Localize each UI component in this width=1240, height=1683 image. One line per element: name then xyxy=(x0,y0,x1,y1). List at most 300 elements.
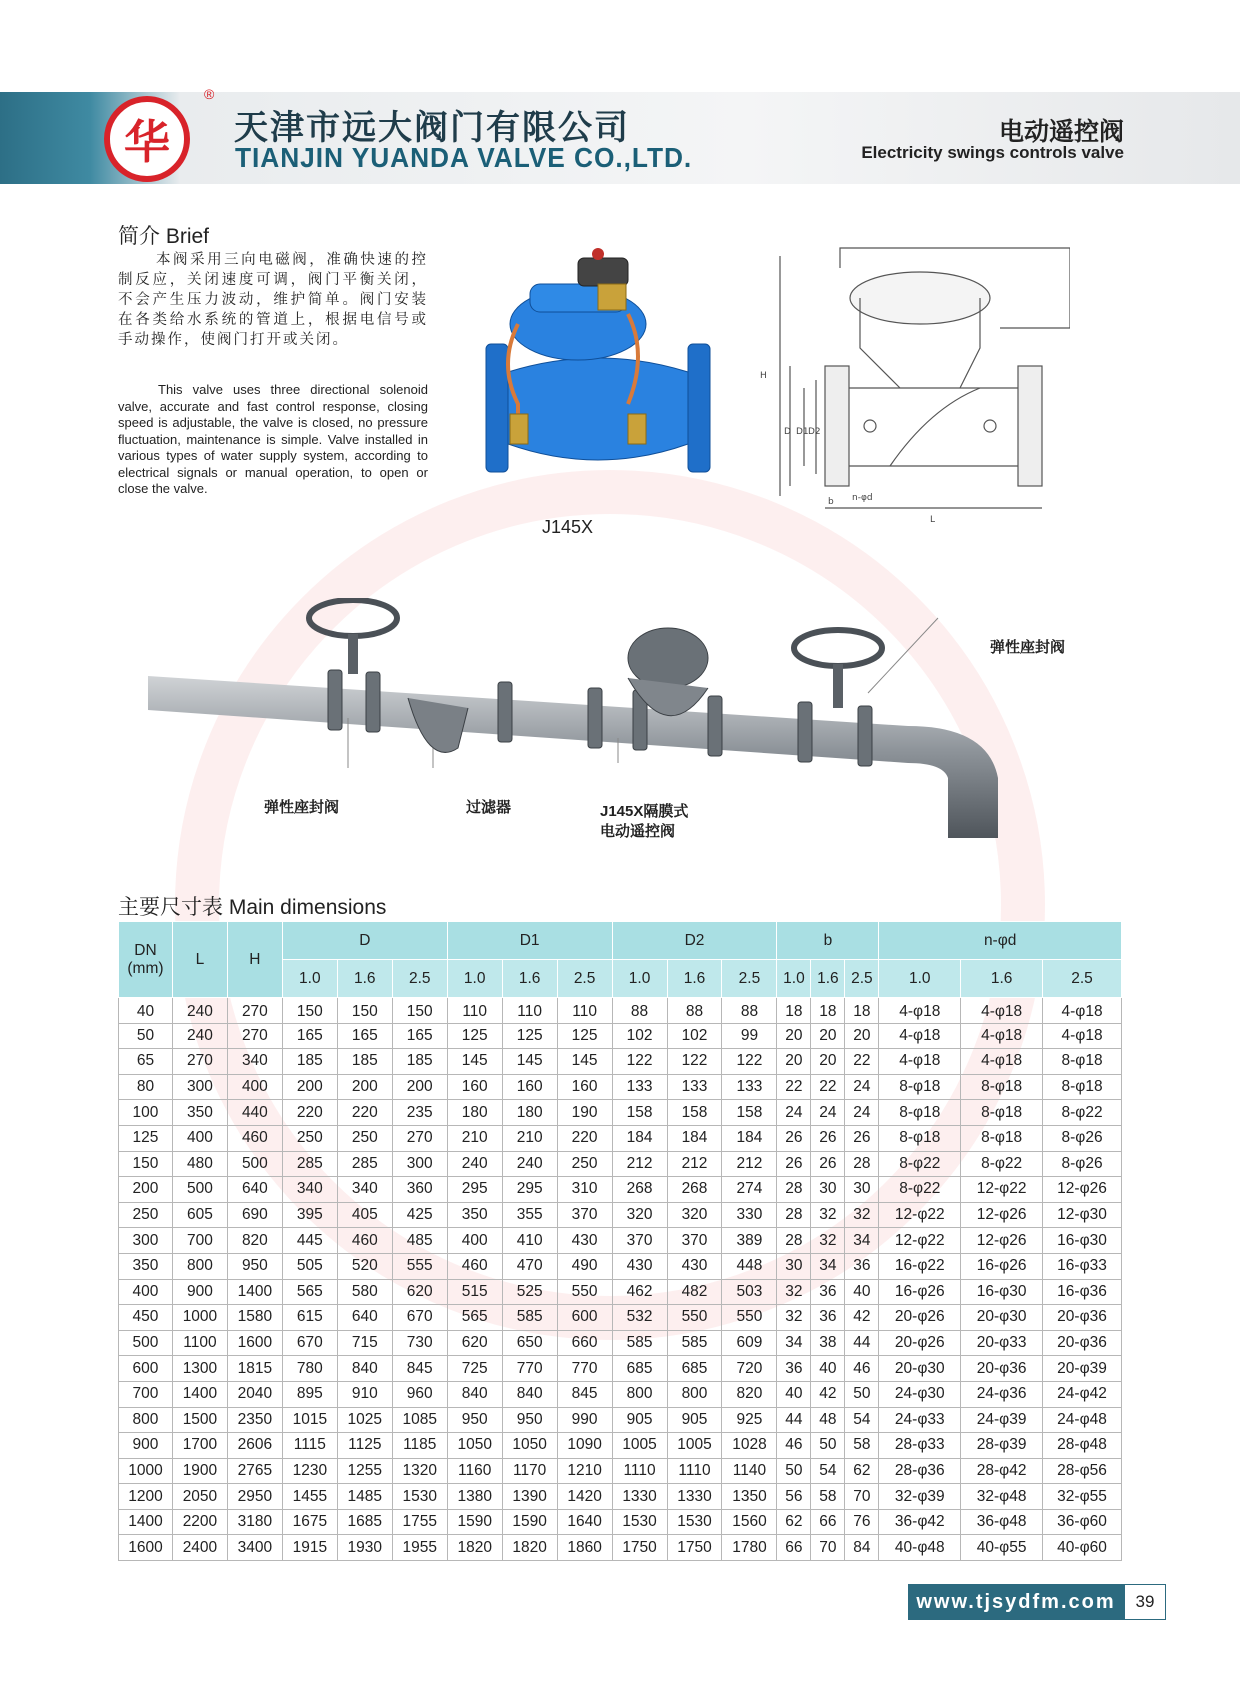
table-cell: 32 xyxy=(777,1279,811,1305)
table-cell: 340 xyxy=(282,1177,337,1203)
table-cell: 270 xyxy=(172,1049,227,1075)
table-cell: 8-φ18 xyxy=(961,1074,1043,1100)
table-cell: 102 xyxy=(667,1023,722,1049)
table-cell: 1230 xyxy=(282,1458,337,1484)
table-cell: 220 xyxy=(337,1100,392,1126)
table-cell: 320 xyxy=(667,1202,722,1228)
table-cell: 8-φ22 xyxy=(879,1177,961,1203)
table-cell: 1390 xyxy=(502,1484,557,1510)
table-cell: 34 xyxy=(777,1330,811,1356)
table-cell: 2606 xyxy=(227,1433,282,1459)
table-cell: 640 xyxy=(337,1305,392,1331)
table-cell: 845 xyxy=(392,1356,447,1382)
table-cell: 270 xyxy=(392,1125,447,1151)
table-cell: 212 xyxy=(667,1151,722,1177)
table-cell: 8-φ18 xyxy=(879,1100,961,1126)
table-cell: 405 xyxy=(337,1202,392,1228)
table-cell: 700 xyxy=(119,1381,173,1407)
table-cell: 430 xyxy=(557,1228,612,1254)
table-cell: 18 xyxy=(845,998,879,1024)
table-cell: 1820 xyxy=(502,1535,557,1561)
table-cell: 58 xyxy=(811,1484,845,1510)
table-cell: 389 xyxy=(722,1228,777,1254)
table-cell: 200 xyxy=(337,1074,392,1100)
table-cell: 500 xyxy=(172,1177,227,1203)
table-cell: 8-φ18 xyxy=(879,1125,961,1151)
table-cell: 180 xyxy=(447,1100,502,1126)
table-cell: 32 xyxy=(811,1202,845,1228)
table-cell: 1085 xyxy=(392,1407,447,1433)
table-cell: 685 xyxy=(667,1356,722,1382)
table-cell: 32-φ55 xyxy=(1043,1484,1122,1510)
table-cell: 2040 xyxy=(227,1381,282,1407)
table-cell: 250 xyxy=(557,1151,612,1177)
table-cell: 905 xyxy=(667,1407,722,1433)
table-cell: 355 xyxy=(502,1202,557,1228)
table-cell: 20-φ36 xyxy=(961,1356,1043,1382)
table-cell: 4-φ18 xyxy=(961,1049,1043,1075)
table-cell: 640 xyxy=(227,1177,282,1203)
table-cell: 503 xyxy=(722,1279,777,1305)
table-cell: 800 xyxy=(172,1253,227,1279)
table-cell: 28 xyxy=(777,1177,811,1203)
pressure-header: 1.0 xyxy=(282,960,337,998)
table-cell: 150 xyxy=(119,1151,173,1177)
table-cell: 160 xyxy=(557,1074,612,1100)
table-cell: 350 xyxy=(119,1253,173,1279)
table-cell: 165 xyxy=(282,1023,337,1049)
table-cell: 12-φ22 xyxy=(879,1202,961,1228)
table-cell: 585 xyxy=(612,1330,667,1356)
table-cell: 445 xyxy=(282,1228,337,1254)
table-cell: 20 xyxy=(845,1023,879,1049)
header-d2: D2 xyxy=(612,922,777,960)
table-cell: 24 xyxy=(811,1100,845,1126)
table-cell: 42 xyxy=(845,1305,879,1331)
table-cell: 28-φ39 xyxy=(961,1433,1043,1459)
table-cell: 62 xyxy=(845,1458,879,1484)
table-cell: 12-φ26 xyxy=(961,1202,1043,1228)
pressure-header: 1.0 xyxy=(777,960,811,998)
dim-d-label: D xyxy=(784,427,791,437)
table-cell: 40-φ60 xyxy=(1043,1535,1122,1561)
table-cell: 1050 xyxy=(502,1433,557,1459)
table-cell: 54 xyxy=(845,1407,879,1433)
table-cell: 340 xyxy=(227,1049,282,1075)
company-logo: 华 xyxy=(104,96,190,182)
table-cell: 8-φ18 xyxy=(961,1125,1043,1151)
table-cell: 185 xyxy=(282,1049,337,1075)
table-row xyxy=(119,1151,1122,1177)
table-cell: 26 xyxy=(777,1125,811,1151)
header-l: L xyxy=(172,922,227,998)
table-cell: 240 xyxy=(447,1151,502,1177)
table-cell: 133 xyxy=(667,1074,722,1100)
table-cell: 58 xyxy=(845,1433,879,1459)
table-cell: 22 xyxy=(811,1074,845,1100)
table-cell: 585 xyxy=(667,1330,722,1356)
brief-text-en: This valve uses three directional solenoid valve, accurate and fast control response, closing speed is adjustable, the valve is closed, no pressure fluctuation, maintenance is simple. Valve installed in various types of water supply system, according to electrical signals or manual operation, to open or close the valve. xyxy=(118,382,428,496)
table-cell: 1015 xyxy=(282,1407,337,1433)
table-cell: 1530 xyxy=(667,1509,722,1535)
pressure-header: 1.6 xyxy=(337,960,392,998)
table-cell: 145 xyxy=(557,1049,612,1075)
table-cell: 46 xyxy=(845,1356,879,1382)
table-cell: 725 xyxy=(447,1356,502,1382)
table-cell: 16-φ36 xyxy=(1043,1279,1122,1305)
table-cell: 505 xyxy=(282,1253,337,1279)
table-cell: 1400 xyxy=(172,1381,227,1407)
table-cell: 36 xyxy=(811,1305,845,1331)
registered-mark: ® xyxy=(204,86,215,102)
table-cell: 38 xyxy=(811,1330,845,1356)
table-row xyxy=(119,1228,1122,1254)
table-cell: 36 xyxy=(811,1279,845,1305)
table-cell: 2350 xyxy=(227,1407,282,1433)
table-cell: 360 xyxy=(392,1177,447,1203)
pressure-header: 1.0 xyxy=(879,960,961,998)
table-cell: 4-φ18 xyxy=(961,998,1043,1024)
table-cell: 16-φ26 xyxy=(961,1253,1043,1279)
table-row xyxy=(119,1407,1122,1433)
table-cell: 580 xyxy=(337,1279,392,1305)
table-cell: 80 xyxy=(119,1074,173,1100)
valve-cross-section-drawing xyxy=(740,238,1070,538)
table-cell: 12-φ30 xyxy=(1043,1202,1122,1228)
table-cell: 1685 xyxy=(337,1509,392,1535)
table-cell: 8-φ26 xyxy=(1043,1125,1122,1151)
table-cell: 550 xyxy=(557,1279,612,1305)
table-cell: 1400 xyxy=(119,1509,173,1535)
table-cell: 440 xyxy=(227,1100,282,1126)
dim-b-label: b xyxy=(828,497,834,507)
table-cell: 133 xyxy=(722,1074,777,1100)
table-cell: 4-φ18 xyxy=(879,1049,961,1075)
table-cell: 350 xyxy=(172,1100,227,1126)
table-cell: 12-φ26 xyxy=(961,1228,1043,1254)
table-cell: 145 xyxy=(502,1049,557,1075)
table-cell: 18 xyxy=(811,998,845,1024)
table-cell: 270 xyxy=(227,998,282,1024)
table-cell: 26 xyxy=(845,1125,879,1151)
table-cell: 1600 xyxy=(227,1330,282,1356)
table-cell: 700 xyxy=(172,1228,227,1254)
table-cell: 1485 xyxy=(337,1484,392,1510)
table-cell: 40-φ55 xyxy=(961,1535,1043,1561)
pressure-header: 2.5 xyxy=(722,960,777,998)
table-cell: 36-φ60 xyxy=(1043,1509,1122,1535)
table-cell: 102 xyxy=(612,1023,667,1049)
table-cell: 110 xyxy=(557,998,612,1024)
table-cell: 28-φ48 xyxy=(1043,1433,1122,1459)
table-cell: 20-φ30 xyxy=(879,1356,961,1382)
header-h: H xyxy=(227,922,282,998)
table-cell: 16-φ22 xyxy=(879,1253,961,1279)
table-row xyxy=(119,1177,1122,1203)
table-cell: 66 xyxy=(811,1509,845,1535)
table-cell: 54 xyxy=(811,1458,845,1484)
callout-gate-valve-left: 弹性座封阀 xyxy=(264,799,340,816)
table-cell: 26 xyxy=(777,1151,811,1177)
table-cell: 1000 xyxy=(119,1458,173,1484)
table-cell: 605 xyxy=(172,1202,227,1228)
table-cell: 235 xyxy=(392,1100,447,1126)
table-cell: 550 xyxy=(722,1305,777,1331)
table-cell: 485 xyxy=(392,1228,447,1254)
table-row xyxy=(119,1305,1122,1331)
table-cell: 300 xyxy=(119,1228,173,1254)
table-cell: 395 xyxy=(282,1202,337,1228)
company-name-cn: 天津市远大阀门有限公司 xyxy=(234,109,630,147)
table-cell: 950 xyxy=(227,1253,282,1279)
table-cell: 16-φ30 xyxy=(961,1279,1043,1305)
table-cell: 150 xyxy=(337,998,392,1024)
table-cell: 26 xyxy=(811,1125,845,1151)
table-cell: 88 xyxy=(722,998,777,1024)
table-cell: 250 xyxy=(282,1125,337,1151)
table-cell: 720 xyxy=(722,1356,777,1382)
table-cell: 1110 xyxy=(612,1458,667,1484)
table-cell: 36-φ42 xyxy=(879,1509,961,1535)
table-cell: 2400 xyxy=(172,1535,227,1561)
table-cell: 24 xyxy=(777,1100,811,1126)
table-cell: 1590 xyxy=(502,1509,557,1535)
table-cell: 4-φ18 xyxy=(961,1023,1043,1049)
table-cell: 425 xyxy=(392,1202,447,1228)
callout-gate-valve-right: 弹性座封阀 xyxy=(990,639,1066,656)
table-cell: 470 xyxy=(502,1253,557,1279)
table-cell: 30 xyxy=(777,1253,811,1279)
table-cell: 16-φ30 xyxy=(1043,1228,1122,1254)
table-cell: 1900 xyxy=(172,1458,227,1484)
table-cell: 240 xyxy=(502,1151,557,1177)
page-number: 39 xyxy=(1124,1584,1166,1620)
table-cell: 460 xyxy=(227,1125,282,1151)
table-cell: 845 xyxy=(557,1381,612,1407)
table-cell: 50 xyxy=(845,1381,879,1407)
table-row xyxy=(119,1049,1122,1075)
table-cell: 400 xyxy=(119,1279,173,1305)
table-cell: 1210 xyxy=(557,1458,612,1484)
table-cell: 1110 xyxy=(667,1458,722,1484)
table-cell: 184 xyxy=(667,1125,722,1151)
table-cell: 62 xyxy=(777,1509,811,1535)
table-cell: 800 xyxy=(667,1381,722,1407)
table-cell: 20-φ26 xyxy=(879,1305,961,1331)
table-cell: 12-φ26 xyxy=(1043,1177,1122,1203)
table-cell: 2950 xyxy=(227,1484,282,1510)
table-cell: 1170 xyxy=(502,1458,557,1484)
table-cell: 185 xyxy=(337,1049,392,1075)
table-row xyxy=(119,1535,1122,1561)
table-cell: 200 xyxy=(392,1074,447,1100)
table-row xyxy=(119,1074,1122,1100)
table-cell: 500 xyxy=(227,1151,282,1177)
table-cell: 36 xyxy=(845,1253,879,1279)
table-cell: 4-φ18 xyxy=(1043,1023,1122,1049)
table-cell: 48 xyxy=(811,1407,845,1433)
table-cell: 42 xyxy=(811,1381,845,1407)
footer-url[interactable]: www.tjsydfm.com xyxy=(908,1584,1124,1620)
table-cell: 310 xyxy=(557,1177,612,1203)
table-cell: 4-φ18 xyxy=(1043,998,1122,1024)
table-cell: 520 xyxy=(337,1253,392,1279)
table-cell: 32-φ48 xyxy=(961,1484,1043,1510)
table-row xyxy=(119,1433,1122,1459)
table-cell: 32 xyxy=(777,1305,811,1331)
table-cell: 4-φ18 xyxy=(879,998,961,1024)
table-cell: 20-φ33 xyxy=(961,1330,1043,1356)
table-cell: 690 xyxy=(227,1202,282,1228)
table-cell: 370 xyxy=(612,1228,667,1254)
table-cell: 730 xyxy=(392,1330,447,1356)
table-cell: 268 xyxy=(667,1177,722,1203)
table-cell: 320 xyxy=(612,1202,667,1228)
table-cell: 1455 xyxy=(282,1484,337,1510)
table-cell: 410 xyxy=(502,1228,557,1254)
table-cell: 515 xyxy=(447,1279,502,1305)
table-cell: 1675 xyxy=(282,1509,337,1535)
table-cell: 480 xyxy=(172,1151,227,1177)
table-cell: 110 xyxy=(447,998,502,1024)
table-cell: 462 xyxy=(612,1279,667,1305)
table-cell: 910 xyxy=(337,1381,392,1407)
table-cell: 20-φ39 xyxy=(1043,1356,1122,1382)
table-cell: 32-φ39 xyxy=(879,1484,961,1510)
table-cell: 460 xyxy=(337,1228,392,1254)
table-cell: 430 xyxy=(667,1253,722,1279)
table-cell: 1600 xyxy=(119,1535,173,1561)
pressure-header: 1.0 xyxy=(612,960,667,998)
table-cell: 555 xyxy=(392,1253,447,1279)
table-cell: 1590 xyxy=(447,1509,502,1535)
table-cell: 125 xyxy=(557,1023,612,1049)
table-cell: 268 xyxy=(612,1177,667,1203)
table-cell: 1815 xyxy=(227,1356,282,1382)
table-cell: 1530 xyxy=(392,1484,447,1510)
table-cell: 1380 xyxy=(447,1484,502,1510)
table-cell: 1400 xyxy=(227,1279,282,1305)
table-cell: 28-φ36 xyxy=(879,1458,961,1484)
table-cell: 430 xyxy=(612,1253,667,1279)
table-cell: 905 xyxy=(612,1407,667,1433)
table-cell: 145 xyxy=(447,1049,502,1075)
table-cell: 285 xyxy=(337,1151,392,1177)
table-cell: 1580 xyxy=(227,1305,282,1331)
table-cell: 1350 xyxy=(722,1484,777,1510)
table-cell: 8-φ22 xyxy=(879,1151,961,1177)
header-d1: D1 xyxy=(447,922,612,960)
table-cell: 44 xyxy=(845,1330,879,1356)
table-cell: 24-φ30 xyxy=(879,1381,961,1407)
dim-d2-label: D2 xyxy=(808,427,821,437)
table-cell: 32 xyxy=(811,1228,845,1254)
table-cell: 1640 xyxy=(557,1509,612,1535)
table-cell: 274 xyxy=(722,1177,777,1203)
table-cell: 22 xyxy=(777,1074,811,1100)
table-cell: 330 xyxy=(722,1202,777,1228)
pressure-header: 2.5 xyxy=(392,960,447,998)
table-cell: 565 xyxy=(282,1279,337,1305)
table-cell: 1140 xyxy=(722,1458,777,1484)
table-cell: 270 xyxy=(227,1023,282,1049)
table-cell: 50 xyxy=(777,1458,811,1484)
table-cell: 770 xyxy=(502,1356,557,1382)
table-cell: 1755 xyxy=(392,1509,447,1535)
table-cell: 1860 xyxy=(557,1535,612,1561)
table-cell: 1780 xyxy=(722,1535,777,1561)
header-dn: DN (mm) xyxy=(119,922,173,998)
table-cell: 620 xyxy=(392,1279,447,1305)
table-cell: 122 xyxy=(722,1049,777,1075)
table-cell: 220 xyxy=(557,1125,612,1151)
table-cell: 24 xyxy=(845,1100,879,1126)
table-cell: 820 xyxy=(227,1228,282,1254)
table-cell: 100 xyxy=(119,1100,173,1126)
table-cell: 1820 xyxy=(447,1535,502,1561)
table-cell: 1005 xyxy=(612,1433,667,1459)
table-cell: 20 xyxy=(777,1023,811,1049)
table-cell: 212 xyxy=(612,1151,667,1177)
table-cell: 30 xyxy=(811,1177,845,1203)
table-cell: 16-φ26 xyxy=(879,1279,961,1305)
table-cell: 40 xyxy=(845,1279,879,1305)
company-name-en: TIANJIN YUANDA VALVE CO.,LTD. xyxy=(235,142,693,173)
table-row xyxy=(119,1356,1122,1382)
table-cell: 12-φ22 xyxy=(879,1228,961,1254)
brief-heading: 简介 Brief xyxy=(118,225,210,248)
table-cell: 220 xyxy=(282,1100,337,1126)
table-row xyxy=(119,998,1122,1024)
table-cell: 20-φ36 xyxy=(1043,1305,1122,1331)
table-cell: 18 xyxy=(777,998,811,1024)
table-cell: 1915 xyxy=(282,1535,337,1561)
table-cell: 125 xyxy=(447,1023,502,1049)
table-cell: 158 xyxy=(667,1100,722,1126)
dimensions-table xyxy=(118,921,1122,1561)
table-cell: 780 xyxy=(282,1356,337,1382)
table-cell: 1330 xyxy=(612,1484,667,1510)
table-cell: 840 xyxy=(337,1356,392,1382)
table-cell: 770 xyxy=(557,1356,612,1382)
table-cell: 210 xyxy=(447,1125,502,1151)
header-b: b xyxy=(777,922,879,960)
table-cell: 125 xyxy=(119,1125,173,1151)
table-cell: 56 xyxy=(777,1484,811,1510)
table-cell: 2765 xyxy=(227,1458,282,1484)
table-cell: 895 xyxy=(282,1381,337,1407)
table-cell: 482 xyxy=(667,1279,722,1305)
table-cell: 1320 xyxy=(392,1458,447,1484)
table-cell: 900 xyxy=(172,1279,227,1305)
table-cell: 670 xyxy=(392,1305,447,1331)
table-cell: 4-φ18 xyxy=(879,1023,961,1049)
table-cell: 565 xyxy=(447,1305,502,1331)
table-cell: 24-φ36 xyxy=(961,1381,1043,1407)
table-cell: 46 xyxy=(777,1433,811,1459)
table-cell: 40 xyxy=(119,998,173,1024)
table-cell: 32 xyxy=(845,1202,879,1228)
table-cell: 585 xyxy=(502,1305,557,1331)
table-cell: 950 xyxy=(447,1407,502,1433)
table-cell: 20-φ36 xyxy=(1043,1330,1122,1356)
table-cell: 84 xyxy=(845,1535,879,1561)
pressure-header: 1.0 xyxy=(447,960,502,998)
table-cell: 200 xyxy=(119,1177,173,1203)
table-cell: 800 xyxy=(612,1381,667,1407)
table-cell: 532 xyxy=(612,1305,667,1331)
table-cell: 370 xyxy=(557,1202,612,1228)
